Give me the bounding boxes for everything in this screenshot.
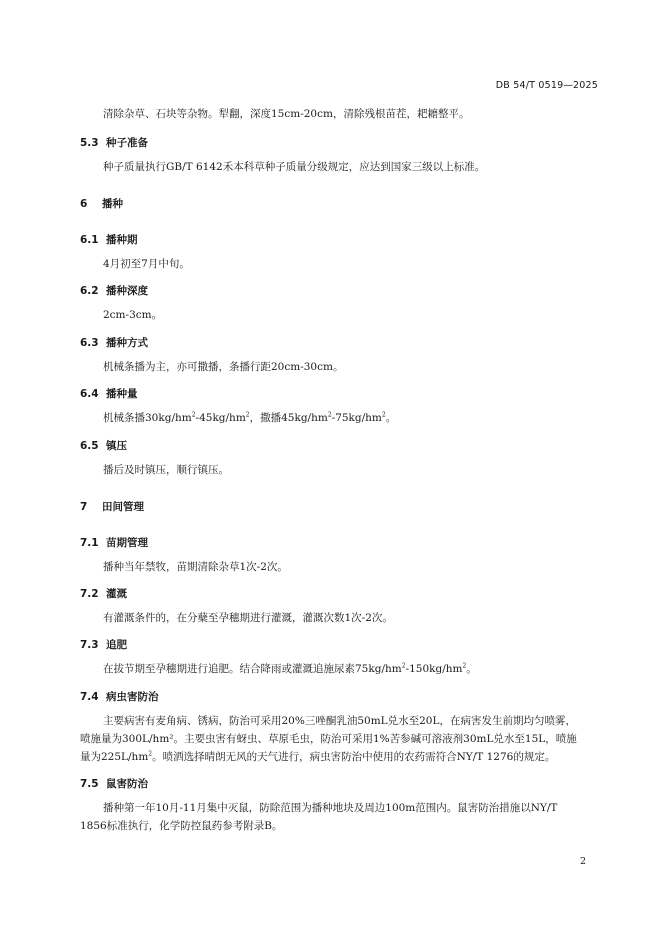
superscript: 2 (245, 411, 250, 419)
section-number: 6.5 (80, 440, 99, 452)
section-heading-7-4 (80, 689, 159, 704)
superscript: 2 (462, 662, 467, 670)
page-number: 2 (579, 856, 586, 867)
text-run: 。 (466, 663, 477, 675)
section-title: 病虫害防治 (106, 691, 159, 703)
section-heading-7 (80, 499, 144, 514)
section-title: 播种 (102, 198, 123, 210)
section-heading-6-3 (80, 335, 148, 350)
section-number: 7 (80, 501, 88, 513)
section-heading-7-5 (80, 776, 148, 791)
section-heading-7-1 (80, 535, 148, 550)
section-heading-6-1 (80, 232, 138, 247)
section-number: 7.1 (80, 537, 99, 549)
section-number: 7.4 (80, 691, 99, 703)
paragraph-compaction: 播后及时镇压，顺行镇压。 (103, 464, 229, 476)
text-run: 。喷洒选择晴朗无风的天气进行，病虫害防治中使用的农药需符合NY/T 1276的规定。 (152, 751, 556, 763)
section-number: 6 (80, 198, 88, 210)
document-code: DB 54/T 0519—2025 (495, 80, 598, 91)
section-title: 播种深度 (106, 285, 148, 297)
section-number: 7.5 (80, 778, 99, 790)
superscript: 2 (148, 750, 153, 758)
paragraph-top-dressing (103, 662, 477, 676)
text-run: 。 (385, 412, 397, 424)
text-run: 机械条播30kg/hm (103, 412, 192, 424)
section-title: 鼠害防治 (106, 778, 148, 790)
paragraph-pest-line-1: 主要病害有麦角病、锈病，防治可采用20%三唑酮乳油50mL兑水至20L，在病害发生前期均匀喷雾， (103, 715, 576, 727)
paragraph-seed-prep: 种子质量执行GB/T 6142禾本科草种子质量分级规定，应达到国家三级以上标准。 (103, 161, 486, 173)
section-title: 苗期管理 (106, 537, 148, 549)
text-run: -75kg/hm (331, 412, 382, 424)
paragraph-seedling-mgmt: 播种当年禁牧，苗期清除杂草1次-2次。 (103, 561, 288, 573)
section-title: 播种方式 (106, 337, 148, 349)
section-title: 追肥 (106, 639, 127, 651)
paragraph-sowing-depth: 2cm-3cm。 (103, 309, 163, 321)
superscript: 2 (401, 662, 406, 670)
superscript: 2 (191, 411, 196, 419)
paragraph-pest-line-3 (80, 750, 555, 764)
section-title: 镇压 (106, 440, 127, 452)
section-number: 7.2 (80, 588, 99, 600)
paragraph-rodent-line-2: 1856标准执行，化学防控鼠药参考附录B。 (80, 820, 283, 832)
section-title: 播种量 (106, 388, 138, 400)
section-number: 6.3 (80, 337, 99, 349)
section-title: 田间管理 (102, 501, 144, 513)
paragraph-pest-line-2: 喷施量为300L/hm²。主要虫害有蚜虫、草原毛虫，防治可采用1%苦参碱可溶液剂30mL兑水至15L，喷施 (80, 733, 577, 745)
text-run: 在拔节期至孕穗期进行追肥。结合降雨或灌溉追施尿素75kg/hm (103, 663, 402, 675)
section-heading-6 (80, 196, 123, 211)
text-run: ，撒播45kg/hm (249, 412, 328, 424)
section-heading-5-3 (80, 135, 148, 150)
text-run: 量为225L/hm (80, 751, 149, 763)
paragraph-irrigation: 有灌溉条件的，在分蘖至孕穗期进行灌溉，灌溉次数1次-2次。 (103, 612, 393, 624)
section-number: 6.1 (80, 234, 99, 246)
section-title: 种子准备 (106, 137, 148, 149)
section-heading-7-2 (80, 586, 127, 601)
superscript: 2 (381, 411, 386, 419)
section-heading-7-3 (80, 637, 127, 652)
paragraph-sowing-rate (103, 411, 396, 425)
section-heading-6-5 (80, 438, 127, 453)
section-heading-6-4 (80, 386, 138, 401)
section-title: 灌溉 (106, 588, 127, 600)
paragraph-soil-prep: 清除杂草、石块等杂物。犁翻，深度15cm-20cm，清除残根苗茬，耙耱整平。 (103, 108, 470, 120)
section-number: 7.3 (80, 639, 99, 651)
section-number: 6.2 (80, 285, 99, 297)
text-run: -45kg/hm (195, 412, 246, 424)
paragraph-sowing-period: 4月初至7月中旬。 (103, 258, 190, 270)
paragraph-rodent-line-1: 播种第一年10月-11月集中灭鼠，防除范围为播种地块及周边100m范围内。鼠害防治措施以NY/T (103, 802, 558, 814)
paragraph-sowing-method: 机械条播为主，亦可撒播，条播行距20cm-30cm。 (103, 361, 344, 373)
section-heading-6-2 (80, 283, 148, 298)
text-run: -150kg/hm (405, 663, 463, 675)
section-number: 5.3 (80, 137, 99, 149)
section-title: 播种期 (106, 234, 138, 246)
superscript: 2 (327, 411, 332, 419)
section-number: 6.4 (80, 388, 99, 400)
